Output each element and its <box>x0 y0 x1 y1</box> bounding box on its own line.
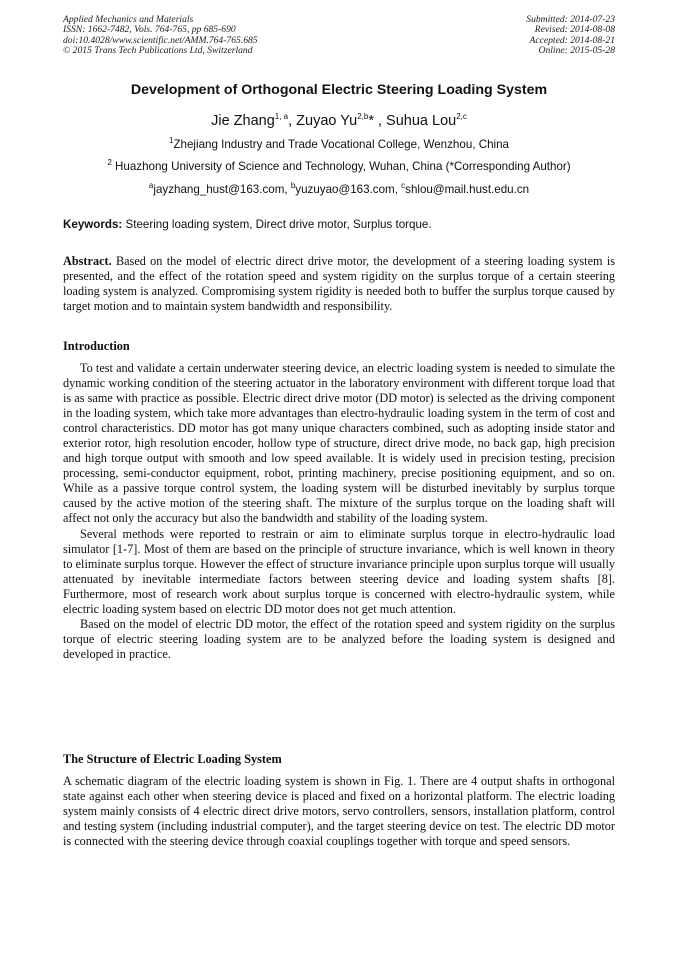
paper-title: Development of Orthogonal Electric Steering Loading System <box>130 82 548 98</box>
keywords-text: Steering loading system, Direct drive motor, Surplus torque. <box>122 218 432 231</box>
author-list <box>0 113 678 129</box>
abstract-text: Based on the model of electric direct drive motor, the development of a steering loading system is presented, and the effect of the rotation speed and system rigidity on the surplus torque of a certain steering loading system is analyzed. Compromising system rigidity is needed both to buffer the surplus torque caused by target motion and to maintain system bandwidth and responsibility. <box>63 254 615 314</box>
author-name: , Zuyao Yu <box>288 113 358 129</box>
paragraph: Based on the model of electric DD motor, the effect of the rotation speed and system rigidity on the surplus torque of electric steering loading system are to be analyzed before the loading system is designed and developed in practice. <box>63 616 615 661</box>
keywords-label: Keywords: <box>63 218 123 231</box>
email-address: shlou@mail.hust.edu.cn <box>405 183 530 196</box>
paragraph: A schematic diagram of the electric loading system is shown in Fig. 1. There are 4 output shafts in orthogonal state against each other when steering device is placed and fixed on a horizontal platform. The electric loading system mainly consists of 4 electric direct drive motors, servo controllers, sensors, installation platform, control and testing system (including industrial computer), and the target steering device on test. The electric DD motor is connected with the steering device through coaxial couplings together with torque and speed sensors. <box>63 774 615 849</box>
journal-info <box>63 15 258 57</box>
affiliation-text: Huazhong University of Science and Technology, Wuhan, China (*Corresponding Author) <box>111 160 571 173</box>
author-affiliation-mark: 2,c <box>456 112 467 122</box>
affiliation-mark: 1 <box>168 136 174 146</box>
online-date: Online: 2015-05-28 <box>538 45 615 57</box>
revised-date: Revised: 2014-08-08 <box>534 24 615 36</box>
affiliation-mark: 2 <box>107 158 112 168</box>
email-address: jayzhang_hust@163.com, <box>153 183 291 196</box>
issn-line: ISSN: 1662-7482, Vols. 764-765, pp 685-690 <box>63 24 236 36</box>
introduction-heading: Introduction <box>63 339 130 353</box>
abstract <box>63 254 615 314</box>
author-name: , Suhua Lou <box>373 113 457 129</box>
affiliation-2 <box>0 160 678 173</box>
submitted-date: Submitted: 2014-07-23 <box>526 14 615 25</box>
author-emails <box>0 183 678 196</box>
author-name: Jie Zhang <box>211 113 275 129</box>
journal-name: Applied Mechanics and Materials <box>63 14 194 25</box>
publication-dates <box>526 15 615 57</box>
introduction-body <box>63 361 615 662</box>
corresponding-mark: * <box>368 113 374 129</box>
email-mark: a <box>148 181 154 191</box>
affiliation-1 <box>0 138 678 151</box>
doi-line: doi:10.4028/www.scientific.net/AMM.764-765.685 <box>63 34 258 46</box>
keywords <box>63 218 615 231</box>
copyright-line: © 2015 Trans Tech Publications Ltd, Switzerland <box>63 45 253 57</box>
author-affiliation-mark: 2,b <box>357 112 369 122</box>
paragraph: Several methods were reported to restrain or aim to eliminate surplus torque in electro-hydraulic load simulator [1-7]. Most of them are based on the principle of structure invariance, which is well known in theory to eliminate surplus torque. However the effect of structure invariance principle upon surplus torque will usually attenuated by inevitable intermediate factors between steering device and loading system shafts [8]. Furthermore, most of research work about surplus torque is concerned with electro-hydraulic system, while electric loading system based on electric DD motor does not get much attention. <box>63 526 615 616</box>
structure-heading: The Structure of Electric Loading System <box>63 752 282 766</box>
email-mark: c <box>401 181 406 191</box>
email-mark: b <box>290 181 296 191</box>
email-address: yuzuyao@163.com, <box>295 183 402 196</box>
abstract-label: Abstract. <box>63 254 112 268</box>
paragraph: To test and validate a certain underwater steering device, an electric loading system is needed to simulate the dynamic working condition of the steering actuator in the laboratory environment with different torque load that is as same with practice as possible. Electric direct drive motor (DD motor) is selected as the driving component in the loading system, which take more advantages than electro-hydraulic loading system in the term of cost and control characteristics. DD motor has got many unique characters combined, such as adopting inside stator and exterior rotor, high resolution encoder, hollow type of structure, direct drive mode, no back gap, high precision and high torque output with smooth and low speed available. It is widely used in precision testing, precision processing, semi-conductor equipment, robot, printing machinery, precise positioning equipment, and so on. While as a passive torque control system, the loading system will be disturbed inevitably by surplus torque caused by the active motion of the steering shaft. The mixture of the surplus torque on the loading shaft will affect not only the accuracy but also the bandwidth and stability of the loading system. <box>63 361 615 526</box>
accepted-date: Accepted: 2014-08-21 <box>529 34 615 46</box>
affiliation-text: Zhejiang Industry and Trade Vocational College, Wenzhou, China <box>173 138 510 151</box>
structure-body <box>63 774 615 849</box>
author-affiliation-mark: 1, a <box>274 112 289 122</box>
